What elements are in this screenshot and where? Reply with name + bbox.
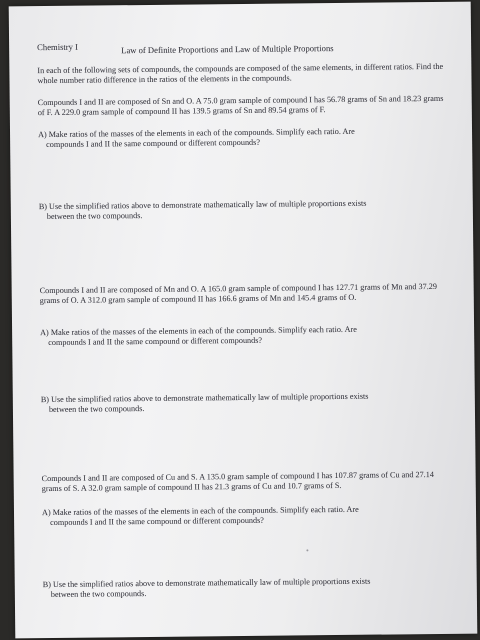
problem-3-part-a — [42, 504, 452, 529]
problem-3-part-a-line2: compounds I and II the same compound or different compounds? — [50, 515, 264, 528]
problem-1-part-b-line1: B) Use the simplified ratios above to demonstrate mathematically law of multiple proportions exists — [38, 198, 367, 212]
problem-2-statement: Compounds I and II are composed of Mn and O. A 165.0 gram sample of compound I has 127.71 grams of Mn and 37.29 grams of O. A 312.0 gram sample of compound II has 166.6 grams of Mn and 145.4 grams of O. — [39, 281, 437, 306]
problem-1-part-b-line2: between the two compounds. — [46, 211, 143, 222]
problem-3-part-b-line2: between the two compounds. — [50, 589, 147, 600]
problem-2-part-a — [40, 324, 450, 349]
problem-1-statement: Compounds I and II are composed of Sn and O. A 75.0 gram sample of compound I has 56.78 grams of Sn and 18.23 grams of F. A 229.0 gram sample of compound II has 139.5 grams of Sn and 89.54 grams of F. — [37, 93, 444, 118]
problem-1-part-a — [38, 126, 448, 151]
course-name: Chemistry I — [37, 41, 79, 53]
worksheet-page — [9, 2, 478, 639]
worksheet-header — [37, 38, 457, 56]
problem-2-part-b-line1: B) Use the simplified ratios above to demonstrate mathematically law of multiple proportions exists — [40, 391, 369, 405]
problem-2-part-b — [41, 391, 451, 416]
problem-3-statement: Compounds I and II are composed of Cu and S. A 135.0 gram sample of compound I has 107.87 grams of Cu and 27.14 grams of S. A 32.0 gram sample of compound II has 21.3 grams of Cu and 10.7 grams of S. — [41, 470, 434, 494]
problem-1-part-a-line2: compounds I and II the same compound or different compounds? — [46, 138, 261, 150]
paper-speck — [306, 549, 308, 551]
problem-1-part-b — [39, 198, 449, 223]
problem-3-part-b — [43, 576, 453, 601]
instructions: In each of the following sets of compounds, the compounds are composed of the same elements, in different ratios. Find the whole number ratio difference in the ratios of the elements in the compounds. — [37, 61, 444, 86]
problem-2-part-b-line2: between the two compounds. — [48, 404, 145, 415]
worksheet-title: Law of Definite Proportions and Law of Multiple Proportions — [121, 43, 334, 56]
problem-2-part-a-line1: A) Make ratios of the masses of the elements in each of the compounds. Simplify each ratio. Are — [40, 324, 357, 338]
problem-2-part-a-line2: compounds I and II the same compound or different compounds? — [48, 336, 263, 348]
problem-3-part-b-line1: B) Use the simplified ratios above to demonstrate mathematically law of multiple proportions exists — [42, 576, 371, 590]
problem-3-part-a-line1: A) Make ratios of the masses of the elements in each of the compounds. Simplify each ratio. Are — [41, 504, 359, 518]
problem-1-part-a-line1: A) Make ratios of the masses of the elements in each of the compounds. Simplify each ratio. Are — [38, 126, 355, 140]
